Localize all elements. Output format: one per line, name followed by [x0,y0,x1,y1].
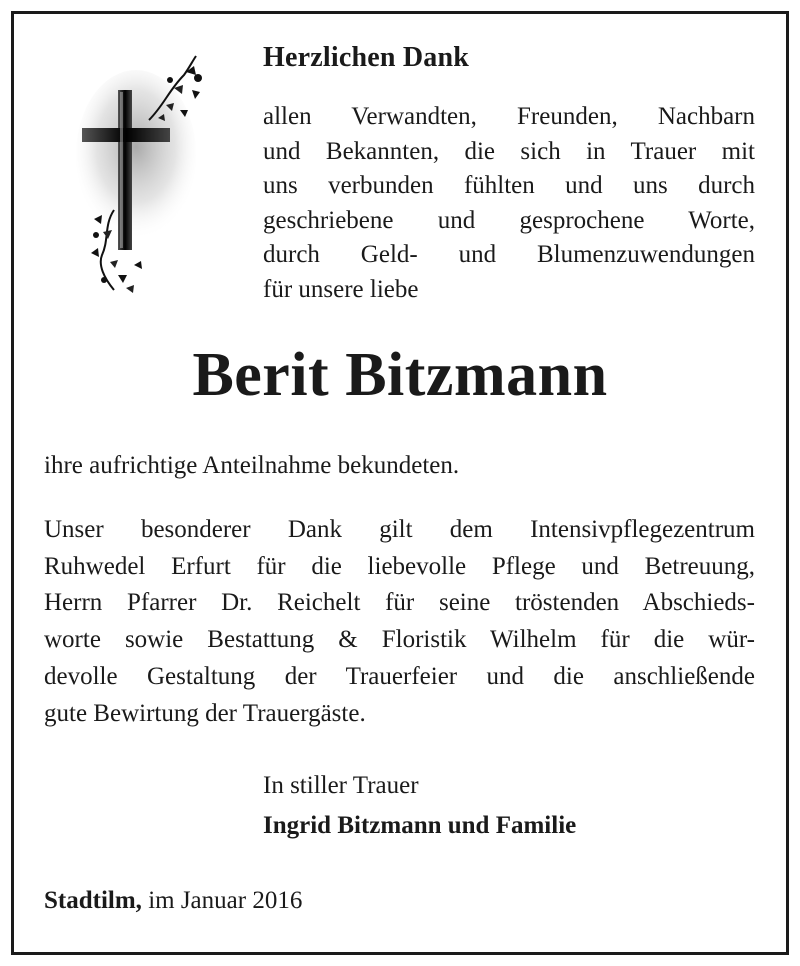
body-line: worte sowie Bestattung & Floristik Wilhelm für die wür- [44,626,755,654]
cross-with-ivy-icon [74,50,214,295]
thanks-paragraph [44,512,755,732]
place-date [44,887,302,915]
body-line: gute Bewirtung der Trauergäste. [44,699,366,727]
after-name-text: ihre aufrichtige Anteilnahme bekundeten. [44,452,460,479]
intro-line: allen Verwandten, Freunden, Nachbarn [263,103,755,130]
body-line: Ruhwedel Erfurt für die liebevolle Pflege und Betreuung, [44,552,755,580]
intro-line: durch Geld- und Blumenzuwendungen [263,241,755,268]
body-line: Herrn Pfarrer Dr. Reichelt für seine tröstenden Abschieds- [44,589,755,617]
intro-line: und Bekannten, die sich in Trauer mit [263,137,755,165]
signature: Ingrid Bitzmann und Familie [263,812,577,839]
intro-line: für unsere liebe [263,275,419,303]
intro-line: uns verbunden fühlten und uns durch [263,172,755,199]
deceased-name: Berit Bitzmann [192,341,608,409]
notice-heading: Herzlichen Dank [263,42,469,73]
intro-line: geschriebene und gesprochene Worte, [263,206,755,234]
intro-paragraph [263,100,755,307]
place-name: Stadtilm, [44,887,142,914]
date-text: im Januar 2016 [148,887,303,914]
closing-phrase: In stiller Trauer [263,772,419,799]
body-line: Unser besonderer Dank gilt dem Intensivpflegezentrum [44,516,755,543]
body-line: devolle Gestaltung der Trauerfeier und die anschließende [44,662,755,690]
